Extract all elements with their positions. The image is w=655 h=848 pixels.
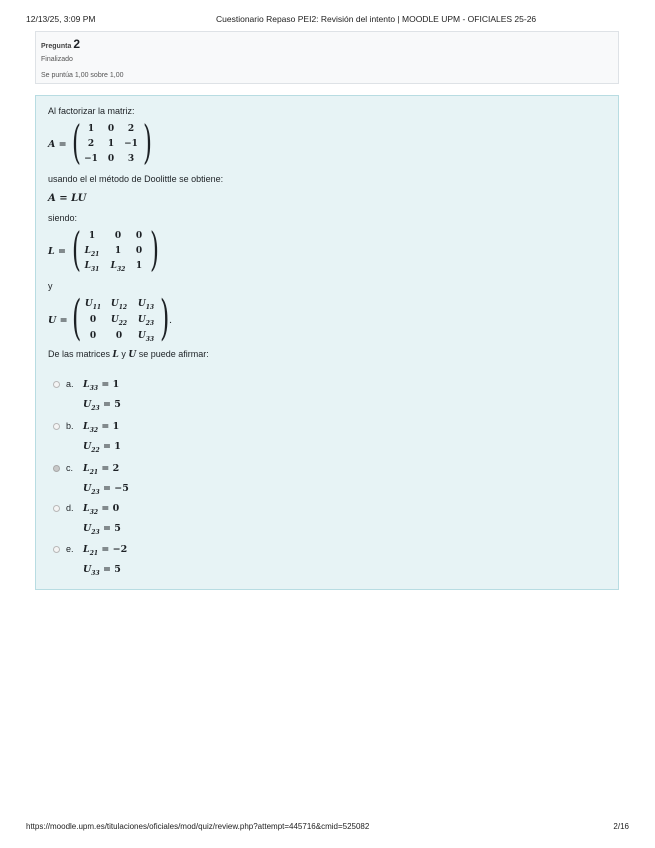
matrix-l-lhs: L = [48, 246, 66, 257]
radio-button[interactable] [53, 381, 60, 388]
radio-button[interactable] [53, 546, 60, 553]
siendo-text: siendo: [48, 213, 78, 223]
option-line-2: $U_{23} = -5$ [83, 483, 129, 496]
print-footer [26, 822, 629, 836]
question-label: Pregunta [41, 43, 72, 50]
question-state: Finalizado [41, 56, 73, 63]
matrix-a-cell: 0 [107, 124, 115, 134]
matrix-u-cell: 0 [89, 315, 97, 325]
option-line-2: $U_{22} = 1$ [83, 441, 121, 454]
radio-button[interactable] [53, 505, 60, 512]
matrix-u-trail: . [169, 315, 173, 326]
matrix-u-cell: $U_{22}$ [110, 315, 128, 327]
question-number [41, 37, 80, 51]
matrix-a-cell: 1 [107, 139, 115, 149]
answer-option-e[interactable] [36, 542, 236, 578]
prompt-post: se puede afirmar: [138, 349, 209, 359]
question-number-value: 2 [73, 37, 81, 51]
option-line-1: $L_{21} = -2$ [83, 544, 128, 557]
option-letter: e. [66, 544, 74, 554]
matrix-u-lhs: U = [48, 315, 68, 326]
question-grade: Se puntúa 1,00 sobre 1,00 [41, 72, 124, 79]
left-paren: ( [72, 290, 82, 346]
matrix-u-cell: $U_{11}$ [84, 299, 102, 311]
option-letter: a. [66, 379, 74, 389]
option-line-1: $L_{32} = 1$ [83, 421, 120, 434]
matrix-l-cell: 0 [135, 231, 143, 241]
matrix-a-cell: 2 [127, 124, 135, 134]
option-line-2: $U_{33} = 5$ [83, 564, 121, 577]
matrix-a-cell: 2 [87, 139, 95, 149]
left-paren: ( [72, 222, 81, 276]
left-paren: ( [72, 115, 81, 169]
print-page-number: 2/16 [613, 822, 629, 831]
answer-option-a[interactable] [36, 377, 236, 413]
matrix-u [48, 290, 188, 346]
matrix-l-cell: 0 [114, 231, 122, 241]
matrix-a-cell: 3 [127, 154, 135, 164]
matrix-l-cell: $L_{31}$ [84, 261, 100, 273]
matrix-l-cell: 1 [88, 231, 96, 241]
question-content [35, 95, 619, 590]
right-paren: ) [160, 290, 170, 346]
y-text: y [48, 281, 53, 291]
print-page-title: Cuestionario Repaso PEI2: Revisión del intento | MOODLE UPM - OFICIALES 25-26 [216, 14, 537, 24]
print-url: https://moodle.upm.es/titulaciones/oficiales/mod/quiz/review.php?attempt=445716&cmid=525082 [26, 822, 370, 831]
answer-option-d[interactable] [36, 501, 236, 537]
right-paren: ) [143, 115, 152, 169]
prompt-text [48, 349, 209, 360]
answer-option-c[interactable] [36, 461, 236, 497]
matrix-a-cell: 0 [107, 154, 115, 164]
matrix-u-cell: 0 [115, 331, 123, 341]
matrix-u-cell: $U_{12}$ [110, 299, 128, 311]
print-datetime: 12/13/25, 3:09 PM [26, 14, 96, 24]
matrix-u-cell: $U_{13}$ [137, 299, 155, 311]
option-line-1: $L_{33} = 1$ [83, 379, 120, 392]
option-line-1: $L_{21} = 2$ [83, 463, 120, 476]
matrix-u-cell: $U_{23}$ [137, 315, 155, 327]
prompt-pre: De las matrices [48, 349, 111, 359]
method-text: usando el el método de Doolittle se obtiene: [48, 174, 224, 184]
radio-button-selected[interactable] [53, 465, 60, 472]
right-paren: ) [150, 222, 159, 276]
question-info-box [35, 31, 619, 84]
matrix-u-cell: $U_{33}$ [137, 331, 155, 343]
prompt-l: L [112, 350, 119, 360]
prompt-y: y [121, 349, 126, 359]
matrix-l-cell: $L_{21}$ [84, 246, 100, 258]
option-letter: c. [66, 463, 74, 473]
matrix-u-cell: 0 [89, 331, 97, 341]
matrix-l-cell: 1 [135, 261, 143, 271]
print-header [26, 14, 629, 28]
answer-option-b[interactable] [36, 419, 236, 455]
matrix-l-cell: 1 [114, 246, 122, 256]
matrix-l [48, 222, 168, 276]
matrix-a [48, 115, 158, 169]
equation-a-lu: A = LU [48, 193, 87, 204]
radio-button[interactable] [53, 423, 60, 430]
option-letter: b. [66, 421, 74, 431]
option-letter: d. [66, 503, 74, 513]
matrix-a-cell: −1 [124, 139, 138, 149]
option-line-1: $L_{32} = 0$ [83, 503, 120, 516]
option-line-2: $U_{23} = 5$ [83, 399, 121, 412]
matrix-a-lhs: A = [48, 139, 67, 150]
matrix-l-cell: 0 [135, 246, 143, 256]
option-line-2: $U_{23} = 5$ [83, 523, 121, 536]
matrix-a-cell: −1 [84, 154, 98, 164]
matrix-l-cell: $L_{32}$ [110, 261, 126, 273]
prompt-u: U [128, 350, 137, 360]
matrix-a-cell: 1 [87, 124, 95, 134]
question-intro: Al factorizar la matriz: [48, 106, 135, 116]
